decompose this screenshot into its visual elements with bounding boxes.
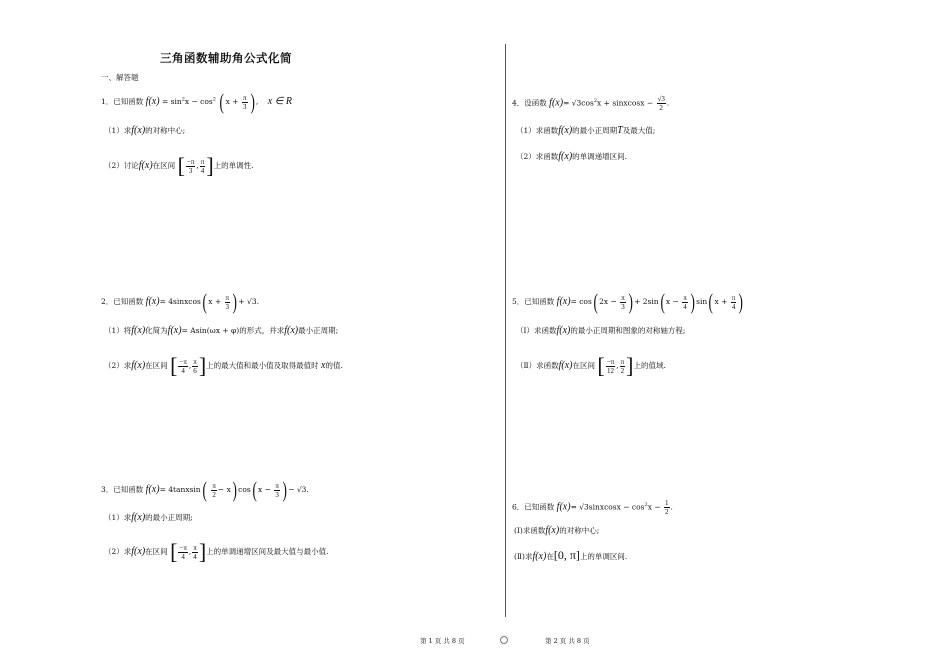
paren-open: ( xyxy=(219,89,225,114)
question-2-stem: 2．已知函数 f(x)= 4sinxcos(x + $\frac{\pi}{3}$ )+ √3. xyxy=(101,289,259,314)
page-number-left: 第 1 页 共 8 页 xyxy=(420,637,465,645)
page-number-right: 第 2 页 共 8 页 xyxy=(545,637,590,645)
page-divider xyxy=(505,44,506,617)
question-3-stem: 3．已知函数 f(x)= 4tanxsin( $\frac{\pi}{2}$ − x)cos(x − $\frac{\pi}{3}$ )− √3. xyxy=(101,477,309,502)
question-6-part-2: (Ⅱ)求f(x)在[0, π]上的单调区间. xyxy=(514,548,628,562)
question-5-stem: 5．已知函数 f(x)= cos(2x − $\frac{\pi}{3}$ )+ 2sin(x − $\frac{\pi}{4}$ )sin(x + $\frac{\pi}{4}$ ) xyxy=(512,289,744,314)
section-heading: 一、解答题 xyxy=(101,73,139,82)
question-2-part-2: （2）求f(x)在区间 [ $\frac{-\pi}{4}$ , $\frac{\pi}{6}$ ]上的最大值和最小值及取得最值时 x的值. xyxy=(104,353,343,378)
binding-hole-icon xyxy=(500,636,508,644)
question-1-stem: 1．已知函数 $f(x) = \sin^2x - \cos^2 (x$ + $\frac{\pi}{3}$ ), x ∈ R xyxy=(101,89,293,114)
question-5-part-2: （Ⅱ）求函数f(x)在区间 [ $\frac{-\pi}{12}$ , $\frac{\pi}{2}$ ]上的值域. xyxy=(516,353,666,378)
page-title: 三角函数辅助角公式化简 xyxy=(160,51,292,65)
fraction: $\frac{\pi}{3}$ xyxy=(242,93,247,111)
question-2-part-1: （1）将f(x)化简为f(x)= Asin(ωx + φ)的形式，并求f(x)最小正周期; xyxy=(104,325,339,336)
question-4-stem: 4．设函数 $f(x)= √3\cos^2x$ + sinxcosx − $\frac{√3}{2}$ . xyxy=(512,95,670,112)
question-4-part-1: （1）求函数f(x)的最小正周期T及最大值; xyxy=(516,125,656,136)
question-1-part-2: （2）讨论f(x)在区间 [ $\frac{-\pi}{3}$ , $\frac{\pi}{4}$ ]上的单调性. xyxy=(104,153,254,178)
question-1-part-1: （1）求f(x)的对称中心; xyxy=(104,125,186,136)
question-6-part-1: (Ⅰ)求函数f(x)的对称中心; xyxy=(514,525,600,536)
question-4-part-2: （2）求函数f(x)的单调递增区间. xyxy=(516,151,628,162)
paren-close: ) xyxy=(249,89,255,114)
question-3-part-2: （2）求f(x)在区间 [ $\frac{-\pi}{4}$ , $\frac{\pi}{4}$ ]上的单调递增区间及最大值与最小值. xyxy=(104,539,329,564)
question-6-stem: 6．已知函数 f(x)= √3sinxcosx − $\cos^2x$ − $\frac{1}{2}$ . xyxy=(512,499,673,516)
question-3-part-1: （1）求f(x)的最小正周期; xyxy=(104,512,193,523)
question-5-part-1: （Ⅰ）求函数f(x)的最小正周期和图象的对称轴方程; xyxy=(516,325,686,336)
